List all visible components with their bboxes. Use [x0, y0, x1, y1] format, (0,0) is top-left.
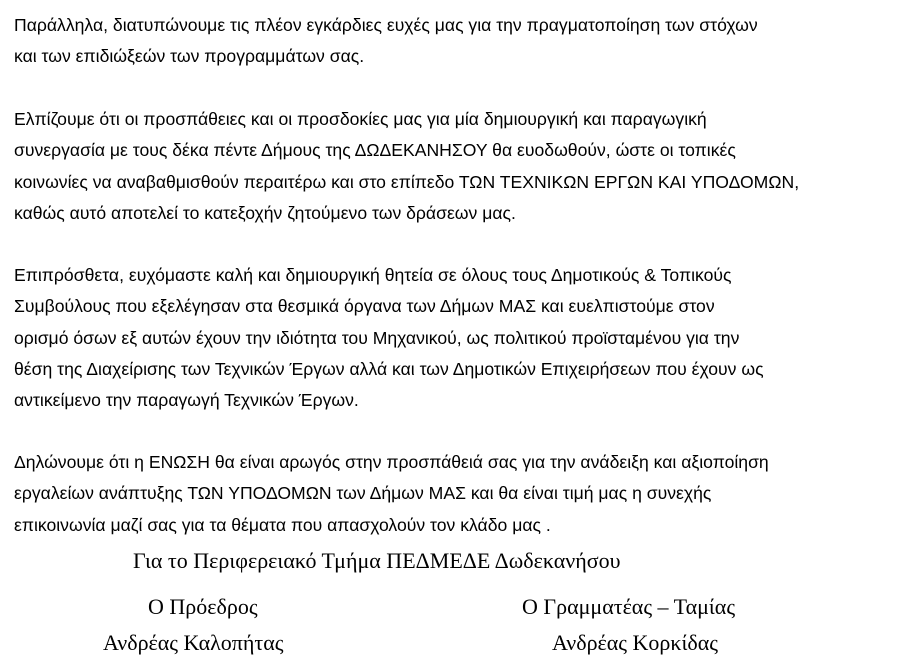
signature-secretary-role: Ο Γραμματέας – Ταμίας — [522, 594, 736, 619]
paragraph-councillors: Επιπρόσθετα, ευχόμαστε καλή και δημιουργική θητεία σε όλους τους Δημοτικούς & Τοπικούς Συμβούλους που εξελέγησαν στα θεσμικά όργανα των Δήμων ΜΑΣ και ευελπιστούμε στον ορισμό όσων εξ αυτών έχουν την ιδιότητα του Μηχανικού, ως πολιτικού προϊσταμένου για την θέση της Διαχείρισης των Τεχνικών Έργων αλλά και των Δημοτικών Επιχειρήσεων που έχουν ως αντικείμενο την παραγωγή Τεχνικών Έργων. — [14, 265, 764, 411]
paragraph-wishes: Παράλληλα, διατυπώνουμε τις πλέον εγκάρδιες ευχές μας για την πραγματοποίηση των στόχων και των επιδιώξεών των προγραμμάτων σας. — [14, 15, 758, 67]
signature-president-role: Ο Πρόεδρος — [148, 594, 258, 619]
signature-secretary-name: Ανδρέας Κορκίδας — [552, 630, 718, 655]
paragraph-union-support: Δηλώνουμε ότι η ΕΝΩΣΗ θα είναι αρωγός στην προσπάθειά σας για την ανάδειξη και αξιοποίηση εργαλείων ανάπτυξης ΤΩΝ ΥΠΟΔΟΜΩΝ των Δήμων ΜΑΣ και θα είναι τιμή μας η συνεχής επικοινωνία μαζί σας για τα θέματα που απασχολούν τον κλάδο μας . — [14, 452, 769, 535]
paragraph-cooperation: Ελπίζουμε ότι οι προσπάθειες και οι προσδοκίες μας για μία δημιουργική και παραγωγική συνεργασία με τους δέκα πέντε Δήμους της ΔΩΔΕΚΑΝΗΣΟΥ θα ευοδωθούν, ώστε οι τοπικές κοινωνίες να αναβαθμισθούν περαιτέρω και στο επίπεδο ΤΩΝ ΤΕΧΝΙΚΩΝ ΕΡΓΩΝ ΚΑΙ ΥΠΟΔΟΜΩΝ, καθώς αυτό αποτελεί το κατεξοχήν ζητούμενο των δράσεων μας. — [14, 109, 800, 223]
signature-president-name: Ανδρέας Καλοπήτας — [103, 630, 284, 655]
signature-department: Για το Περιφερειακό Τμήμα ΠΕΔΜΕΔΕ Δωδεκανήσου — [133, 548, 621, 573]
